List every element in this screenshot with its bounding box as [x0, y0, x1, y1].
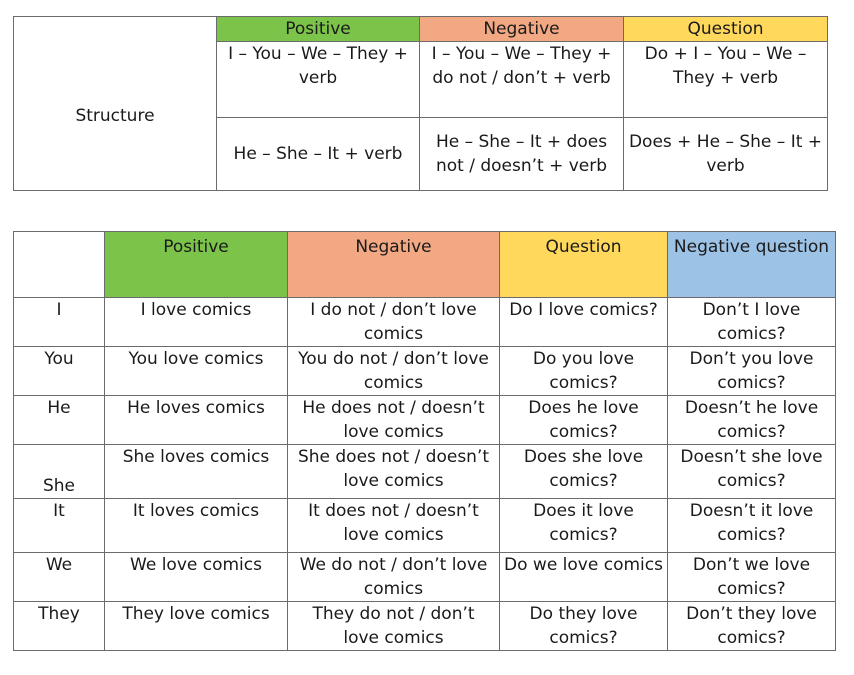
structure-row2-question: Does + He – She – It + verb [624, 118, 828, 191]
pronoun-cell: It [14, 499, 105, 553]
structure-row-1 [14, 42, 828, 118]
negative-question-cell: Don’t they love comics? [668, 602, 836, 651]
question-cell: Does he love comics? [500, 396, 668, 445]
structure-header-empty [14, 17, 217, 42]
positive-cell: It loves comics [105, 499, 288, 553]
examples-header-negative-question: Negative question [668, 232, 836, 298]
table-row [14, 499, 836, 553]
positive-cell: We love comics [105, 553, 288, 602]
negative-cell: It does not / doesn’t love comics [288, 499, 500, 553]
structure-row2-positive: He – She – It + verb [217, 118, 420, 191]
structure-header-row [14, 17, 828, 42]
pronoun-cell: I [14, 298, 105, 347]
negative-question-cell: Doesn’t she love comics? [668, 445, 836, 499]
question-cell: Does it love comics? [500, 499, 668, 553]
positive-cell: She loves comics [105, 445, 288, 499]
examples-header-row [14, 232, 836, 298]
table-row [14, 553, 836, 602]
structure-header-negative: Negative [420, 17, 624, 42]
table-row [14, 396, 836, 445]
structure-table [13, 16, 828, 191]
negative-cell: I do not / don’t love comics [288, 298, 500, 347]
structure-header-positive: Positive [217, 17, 420, 42]
positive-cell: I love comics [105, 298, 288, 347]
negative-cell: You do not / don’t love comics [288, 347, 500, 396]
negative-cell: She does not / doesn’t love comics [288, 445, 500, 499]
pronoun-cell: They [14, 602, 105, 651]
question-cell: Does she love comics? [500, 445, 668, 499]
structure-label: Structure [14, 42, 217, 191]
examples-header-empty [14, 232, 105, 298]
negative-cell: He does not / doesn’t love comics [288, 396, 500, 445]
structure-header-question: Question [624, 17, 828, 42]
negative-cell: We do not / don’t love comics [288, 553, 500, 602]
pronoun-cell: She [14, 445, 105, 499]
negative-question-cell: Doesn’t he love comics? [668, 396, 836, 445]
pronoun-cell: We [14, 553, 105, 602]
negative-cell: They do not / don’t love comics [288, 602, 500, 651]
structure-row2-negative: He – She – It + does not / doesn’t + verb [420, 118, 624, 191]
pronoun-cell: You [14, 347, 105, 396]
structure-row1-negative: I – You – We – They + do not / don’t + verb [420, 42, 624, 118]
positive-cell: They love comics [105, 602, 288, 651]
examples-header-negative: Negative [288, 232, 500, 298]
table-row [14, 347, 836, 396]
question-cell: Do they love comics? [500, 602, 668, 651]
structure-row1-positive: I – You – We – They + verb [217, 42, 420, 118]
negative-question-cell: Don’t you love comics? [668, 347, 836, 396]
question-cell: Do I love comics? [500, 298, 668, 347]
question-cell: Do we love comics [500, 553, 668, 602]
negative-question-cell: Doesn’t it love comics? [668, 499, 836, 553]
negative-question-cell: Don’t we love comics? [668, 553, 836, 602]
question-cell: Do you love comics? [500, 347, 668, 396]
examples-table [13, 231, 836, 651]
table-row [14, 445, 836, 499]
positive-cell: He loves comics [105, 396, 288, 445]
examples-header-positive: Positive [105, 232, 288, 298]
positive-cell: You love comics [105, 347, 288, 396]
examples-header-question: Question [500, 232, 668, 298]
negative-question-cell: Don’t I love comics? [668, 298, 836, 347]
pronoun-cell: He [14, 396, 105, 445]
table-row [14, 602, 836, 651]
structure-row1-question: Do + I – You – We – They + verb [624, 42, 828, 118]
table-row [14, 298, 836, 347]
